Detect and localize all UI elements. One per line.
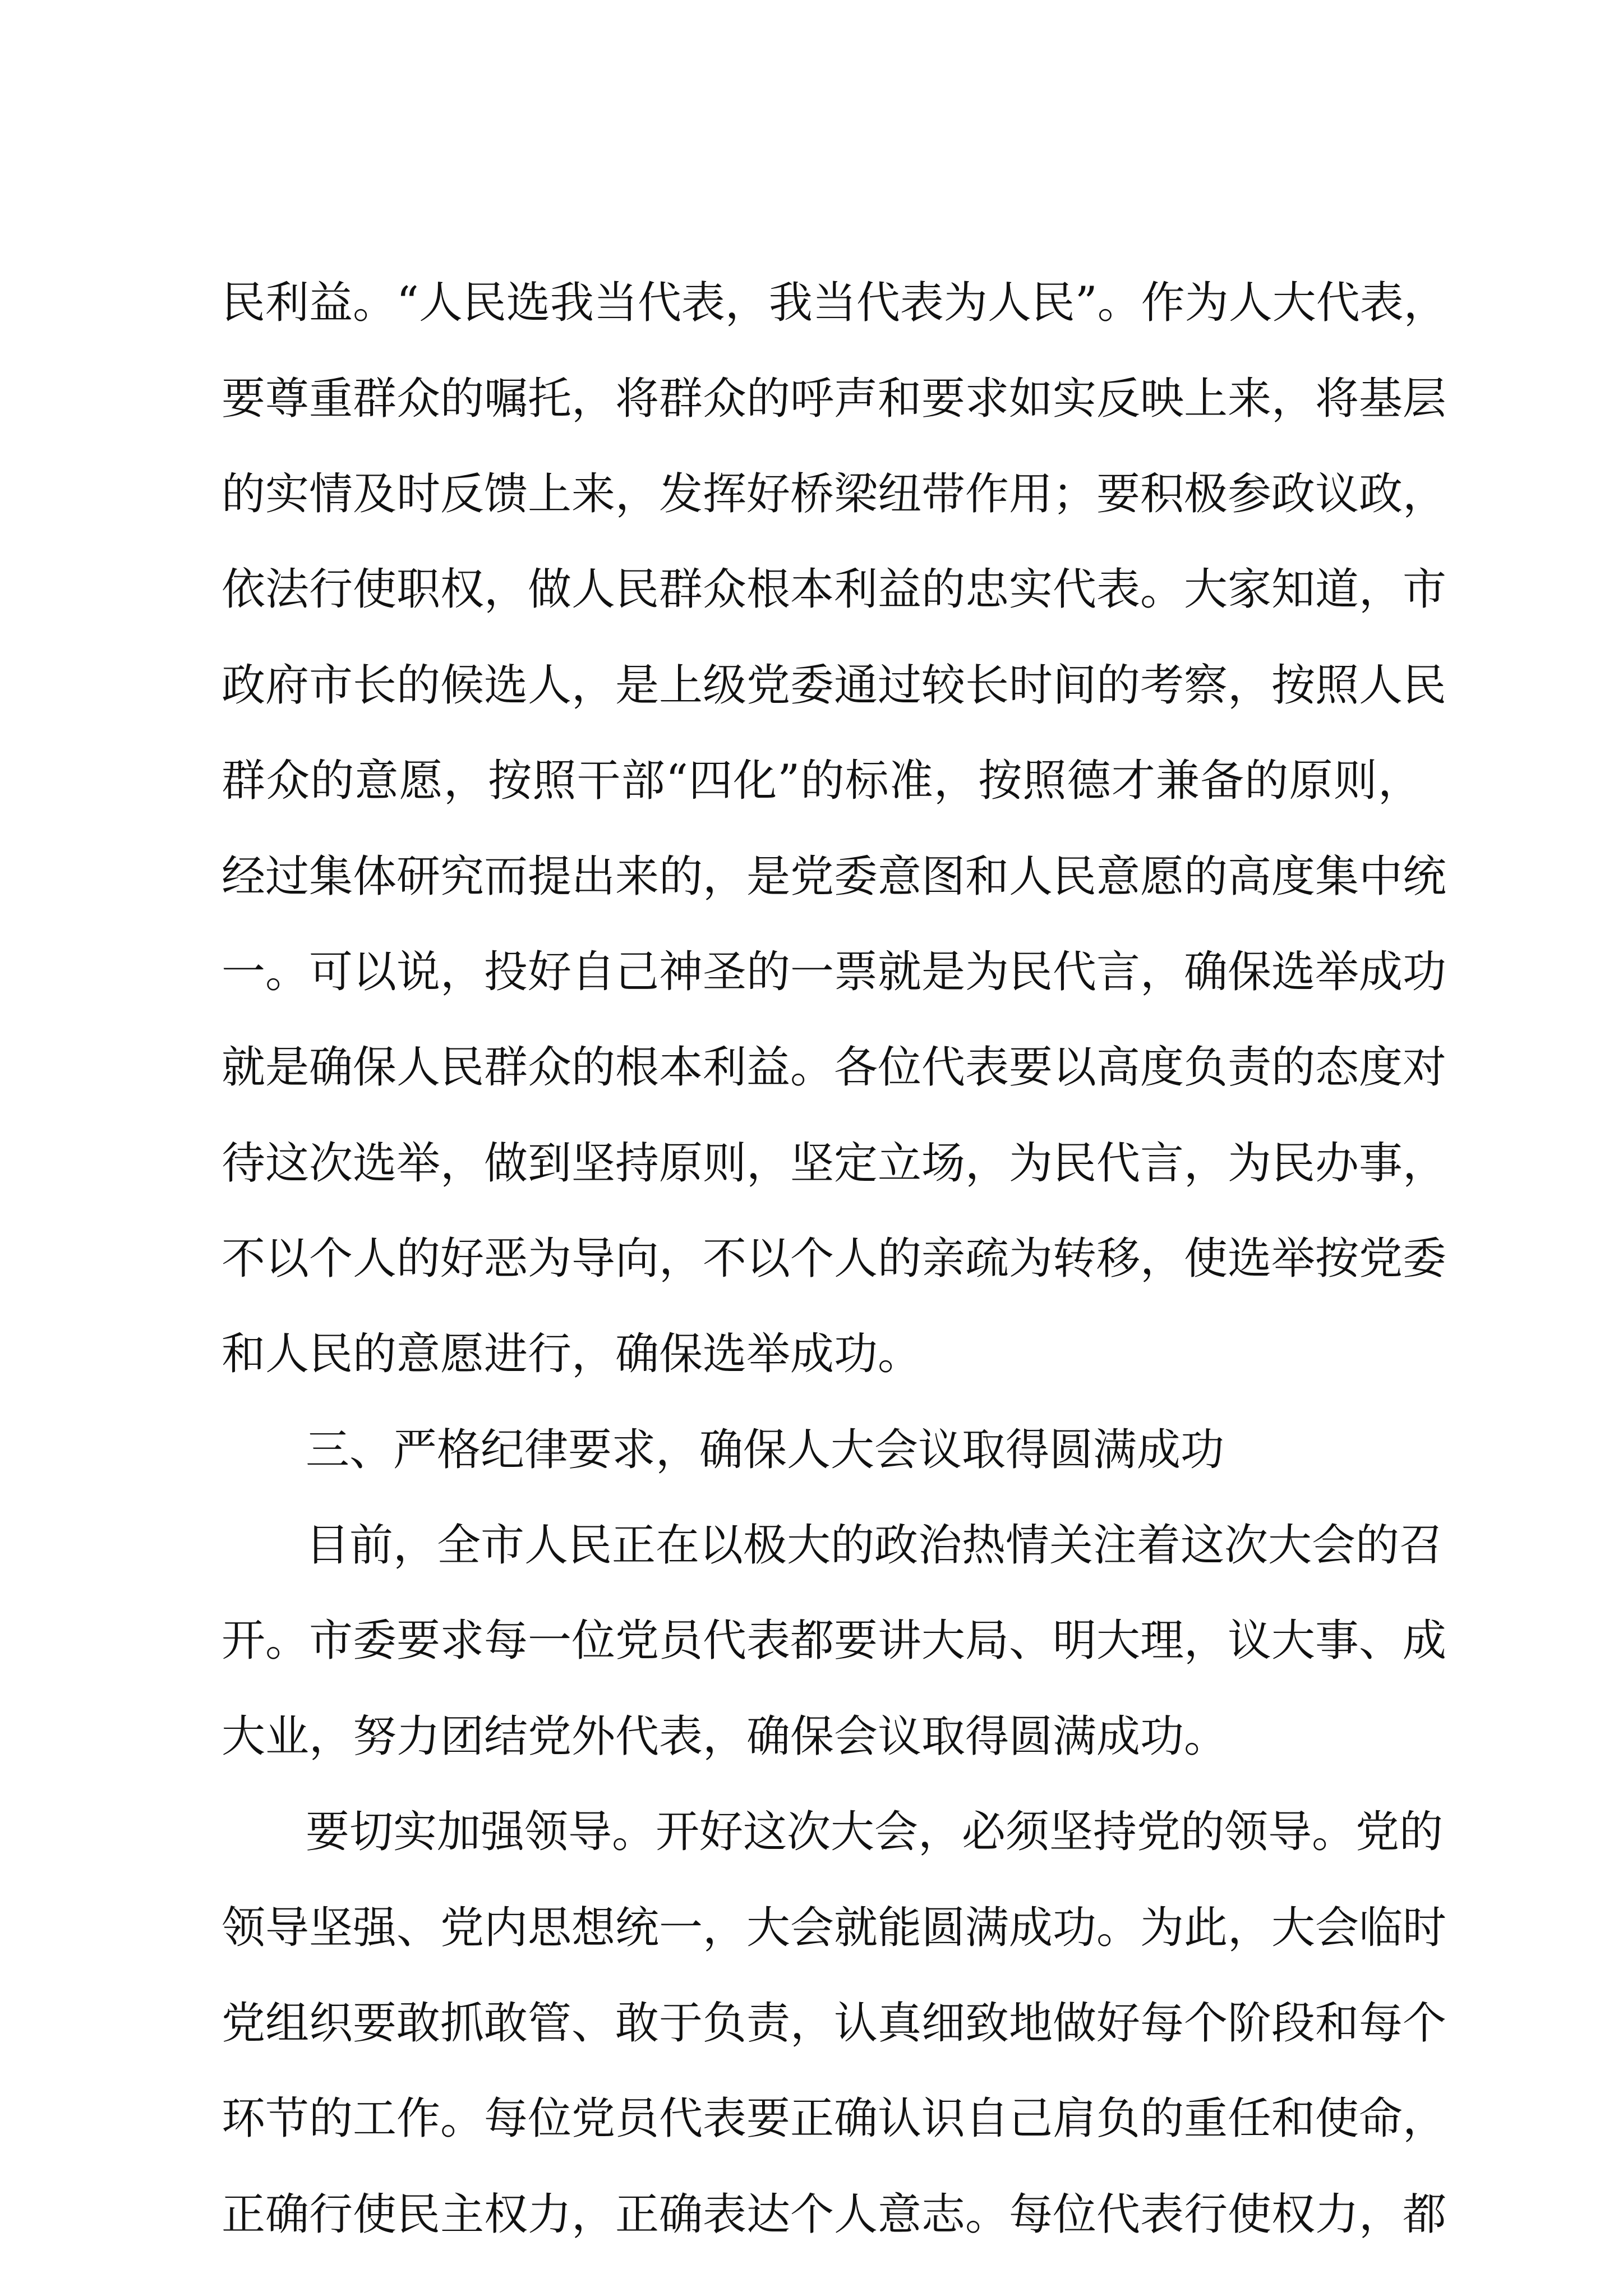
text-line-1: 民利益。“人民选我当代表，我当代表为人民”。作为人大代表， [222,278,1447,328]
text-line-21: 正确行使民主权力，正确表达个人意志。每位代表行使权力，都 [222,2189,1447,2240]
text-line-2: 要尊重群众的嘱托，将群众的呼声和要求如实反映上来，将基层 [222,374,1447,424]
text-line-12: 和人民的意愿进行，确保选举成功。 [222,1329,922,1379]
text-line-8: 一。可以说，投好自己神圣的一票就是为民代言，确保选举成功 [222,947,1447,997]
text-line-19: 党组织要敢抓敢管、敢于负责，认真细致地做好每个阶段和每个 [222,1998,1447,2049]
text-line-3: 的实情及时反馈上来，发挥好桥梁纽带作用；要积极参政议政， [222,469,1447,519]
text-line-15: 开。市委要求每一位党员代表都要讲大局、明大理，议大事、成 [222,1616,1447,1666]
text-line-6: 群众的意愿，按照干部“四化”的标准，按照德才兼备的原则， [222,756,1422,806]
text-line-14: 目前，全市人民正在以极大的政治热情关注着这次大会的召 [306,1520,1444,1571]
text-line-20: 环节的工作。每位党员代表要正确认识自己肩负的重任和使命， [222,2093,1447,2144]
text-line-7: 经过集体研究而提出来的，是党委意图和人民意愿的高度集中统 [222,852,1447,902]
text-line-10: 待这次选举，做到坚持原则，坚定立场，为民代言，为民办事， [222,1138,1447,1189]
text-line-4: 依法行使职权，做人民群众根本利益的忠实代表。大家知道，市 [222,564,1447,615]
text-line-11: 不以个人的好恶为导向，不以个人的亲疏为转移，使选举按党委 [222,1234,1447,1284]
text-line-17: 要切实加强领导。开好这次大会，必须坚持党的领导。党的 [306,1807,1444,1857]
text-line-18: 领导坚强、党内思想统一，大会就能圆满成功。为此，大会临时 [222,1903,1447,1953]
text-line-16: 大业，努力团结党外代表，确保会议取得圆满成功。 [222,1711,1228,1762]
text-line-5: 政府市长的候选人，是上级党委通过较长时间的考察，按照人民 [222,660,1447,711]
section-heading: 三、严格纪律要求，确保人大会议取得圆满成功 [306,1425,1225,1475]
text-line-9: 就是确保人民群众的根本利益。各位代表要以高度负责的态度对 [222,1042,1447,1093]
